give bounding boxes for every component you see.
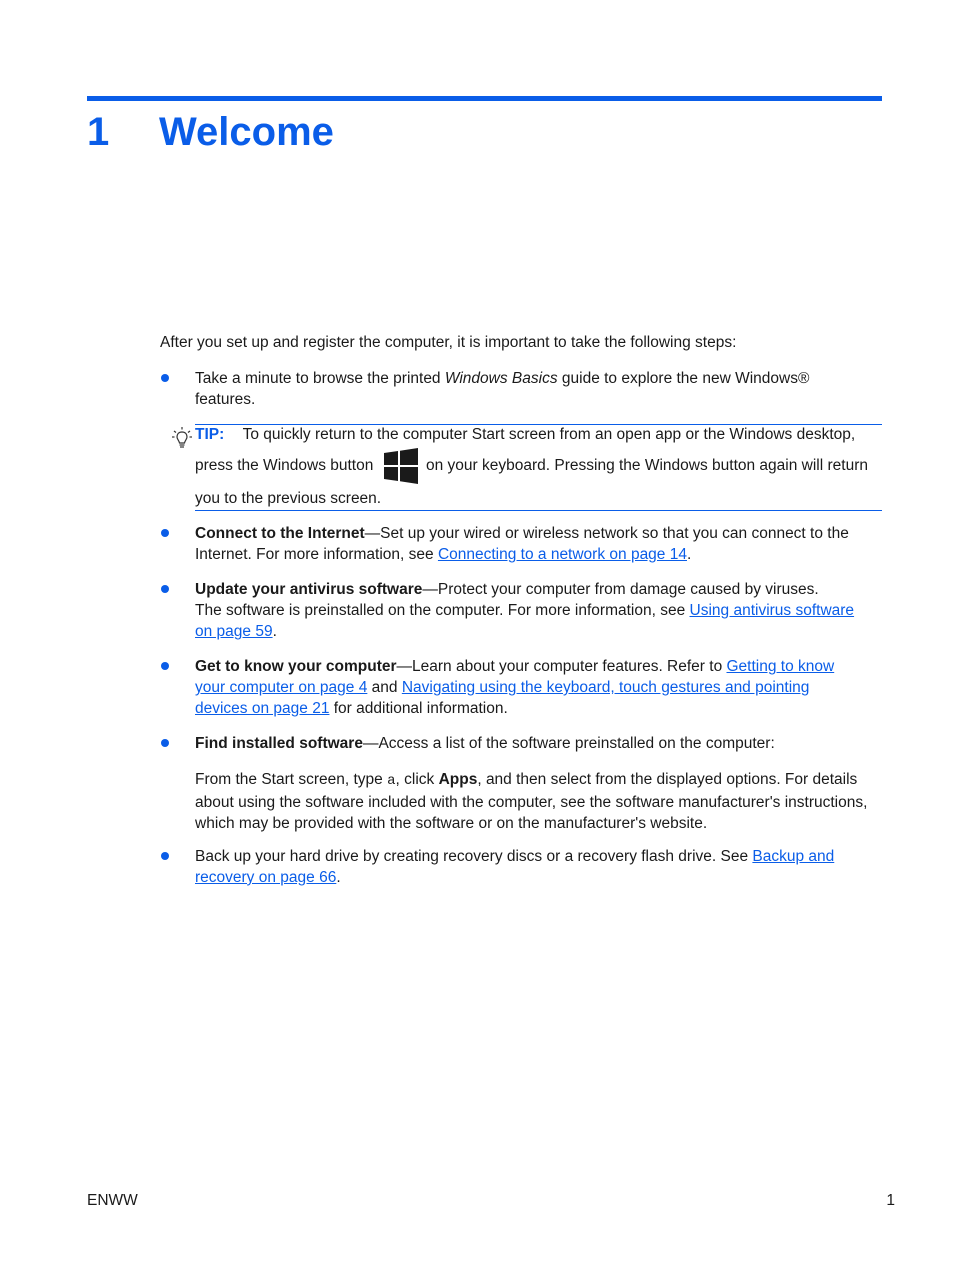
chapter-title: Welcome (159, 110, 334, 154)
footer-left: ENWW (87, 1192, 138, 1209)
tip-label: TIP: (195, 426, 225, 443)
chapter-number: 1 (87, 110, 110, 154)
bullet-text: features. (195, 391, 256, 408)
link-connecting-network[interactable]: Connecting to a network on page 14 (437, 546, 687, 563)
bullet-text: . (336, 869, 341, 886)
bullet-marker (161, 529, 169, 537)
list-item (195, 523, 883, 565)
bullet-text: for additional information. (329, 700, 508, 717)
intro-paragraph: After you set up and register the computer, it is important to take the following steps: (160, 334, 737, 351)
bullet-text: —Learn about your computer features. Refer to (396, 658, 727, 675)
tip-text: press the Windows button (195, 457, 374, 474)
link-navigating-page[interactable]: devices on page 21 (195, 700, 330, 717)
bullet-marker (161, 739, 169, 747)
bullet-text: guide to explore the new Windows® (557, 370, 810, 387)
bullet-text: —Access a list of the software preinstalled on the computer: (362, 735, 775, 752)
bullet-heading: Connect to the Internet (195, 525, 365, 542)
link-navigating[interactable]: Navigating using the keyboard, touch gestures and pointing (401, 679, 810, 696)
bullet-heading: Get to know your computer (195, 658, 397, 675)
list-item (195, 656, 883, 719)
tip-line-3 (195, 488, 883, 509)
tip-text: on your keyboard. Pressing the Windows button again will return (426, 457, 868, 474)
bullet-text: , and then select from the displayed options. For details (477, 771, 858, 788)
apps-label: Apps (438, 771, 478, 788)
link-backup-page[interactable]: recovery on page 66 (195, 869, 337, 886)
bullet-text: which may be provided with the software or on the manufacturer's website. (195, 815, 708, 832)
bullet-text: Take a minute to browse the printed (195, 370, 445, 387)
windows-logo-icon (383, 448, 419, 484)
list-item (195, 368, 883, 410)
typed-key: a (387, 773, 396, 789)
tip-line-2b (426, 455, 882, 476)
bullet-text: From the Start screen, type (195, 771, 388, 788)
bullet-text: The software is preinstalled on the computer. For more information, see (195, 602, 690, 619)
bullet-text: —Set up your wired or wireless network so that you can connect to the (364, 525, 849, 542)
bullet-text: . (686, 546, 692, 563)
tip-text: you to the previous screen. (195, 490, 382, 507)
bullet-text: Internet. For more information, see (195, 546, 438, 563)
link-getting-to-know-page[interactable]: your computer on page 4 (195, 679, 368, 696)
bullet-text: Back up your hard drive by creating recovery discs or a recovery flash drive. See (195, 848, 753, 865)
list-item (195, 846, 883, 888)
bullet-text: about using the software included with the computer, see the software manufacturer's instructions, (195, 794, 868, 811)
sub-paragraph (195, 769, 883, 834)
bullet-text: , click (395, 771, 439, 788)
tip-line-1 (195, 424, 883, 445)
bullet-heading: Find installed software (195, 735, 363, 752)
bullet-marker (161, 585, 169, 593)
link-backup[interactable]: Backup and (752, 848, 835, 865)
link-getting-to-know[interactable]: Getting to know (726, 658, 835, 675)
bullet-heading: Update your antivirus software (195, 581, 423, 598)
bullet-marker (161, 852, 169, 860)
link-antivirus[interactable]: Using antivirus software (689, 602, 855, 619)
tip-bottom-rule (195, 510, 882, 511)
bullet-italic: Windows Basics (444, 370, 558, 387)
chapter-rule (87, 96, 882, 101)
bullet-marker (161, 374, 169, 382)
link-antivirus-page[interactable]: on page 59 (195, 623, 273, 640)
tip-text: To quickly return to the computer Start screen from an open app or the Windows desktop, (242, 426, 856, 443)
page-number: 1 (886, 1192, 895, 1209)
bullet-text: and (367, 679, 402, 696)
list-item (195, 579, 883, 642)
bullet-marker (161, 662, 169, 670)
bullet-text: . (272, 623, 277, 640)
list-item (195, 733, 883, 754)
lightbulb-icon (171, 426, 193, 450)
bullet-text: —Protect your computer from damage caused by viruses. (422, 581, 819, 598)
